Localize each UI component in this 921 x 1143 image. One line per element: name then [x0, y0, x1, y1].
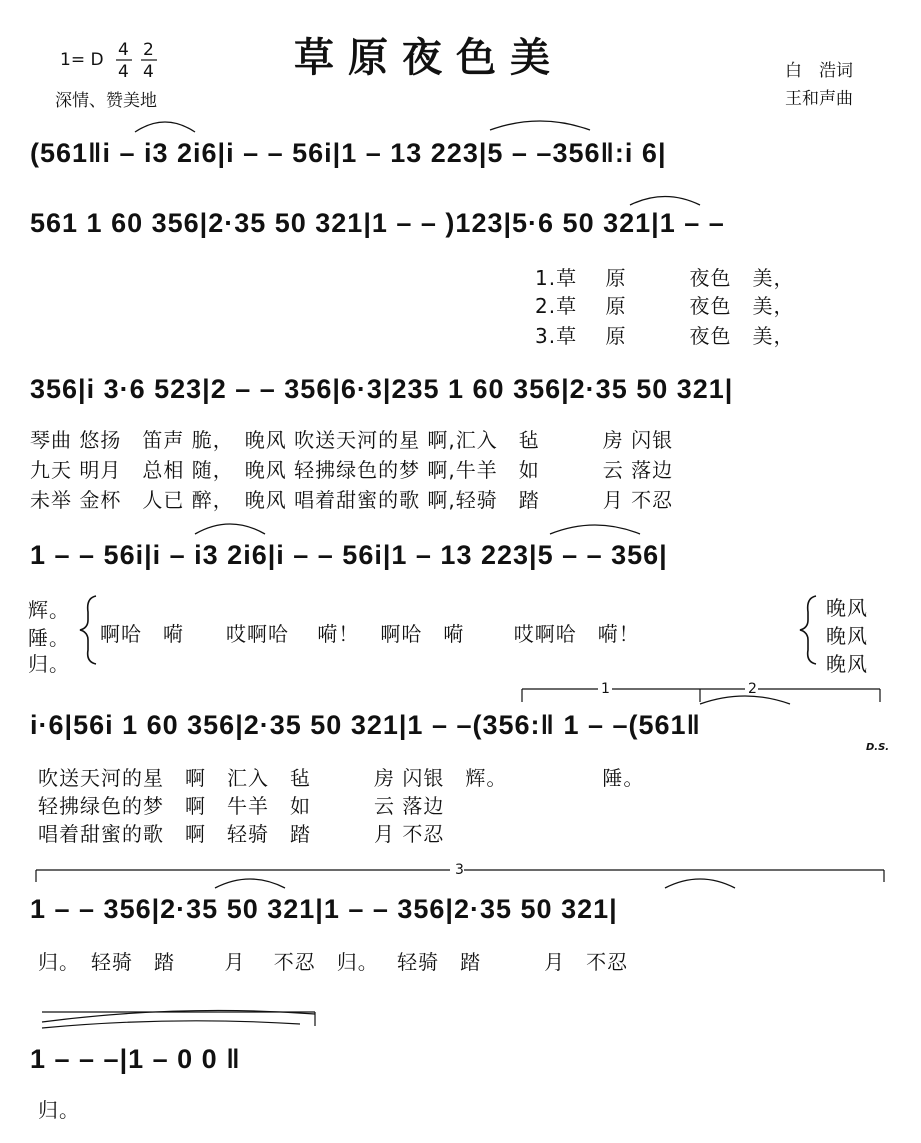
time-signature-2-top: 2: [143, 40, 154, 60]
score-row-1-notes: (561‖i – i3 2i6|i – – 56i|1 – 13 223|5 – –356‖:i 6|: [30, 138, 667, 168]
volta-3-number: 3: [455, 862, 464, 878]
tie: [42, 1021, 300, 1028]
slur: [630, 197, 700, 206]
slur: [700, 696, 790, 704]
row-7-lyrics: 归。: [38, 1098, 80, 1122]
time-signature-2-bottom: 4: [143, 62, 154, 82]
row-5-verse-3: 唱着甜蜜的歌 啊 轻骑 踏 月 不忍: [38, 822, 445, 846]
lyricist-credit: 白 浩词: [785, 61, 853, 81]
row-2-verse-1: 1.草 原 夜色 美，: [535, 266, 795, 290]
score-row-3-notes: 356|i 3·6 523|2 – – 356|6·3|235 1 60 356|2·35 50 321|: [30, 374, 734, 404]
time-signature-1-bottom: 4: [118, 62, 129, 82]
slur: [490, 121, 590, 130]
expression-marking: 深情、赞美地: [55, 91, 157, 111]
score-row-6-notes: 1 – – 356|2·35 50 321|1 – – 356|2·35 50 321|: [30, 894, 618, 924]
dal-segno-marking: D.S.: [866, 742, 890, 753]
row-3-verse-1: 琴曲 悠扬 笛声 脆， 晚风 吹送天河的星 啊,汇入 毡 房 闪银: [30, 428, 674, 452]
row-2-verse-3: 3.草 原 夜色 美，: [535, 324, 795, 348]
row-5-verse-1: 吹送天河的星 啊 汇入 毡 房 闪银 辉。 陲。: [38, 766, 645, 790]
time-signature-1-top: 4: [118, 40, 129, 60]
row-4-ending-3: 归。: [28, 652, 70, 676]
key-signature: 1= D: [60, 50, 104, 70]
slur: [195, 524, 265, 534]
left-brace: [80, 596, 96, 664]
row-3-verse-3: 未举 金杯 人已 醉， 晚风 唱着甜蜜的歌 啊,轻骑 踏 月 不忍: [30, 488, 674, 512]
row-4-wind-3: 晚风: [826, 652, 868, 676]
score-row-4-notes: 1 – – 56i|i – i3 2i6|i – – 56i|1 – 13 223|5 – – 356|: [30, 540, 668, 570]
row-4-ending-2: 陲。: [28, 626, 70, 650]
composer-credit: 王和声曲: [785, 89, 853, 109]
slur: [215, 879, 285, 888]
row-4-ending-1: 辉。: [28, 598, 70, 622]
row-6-lyrics: 归。 轻骑 踏 月 不忍 归。 轻骑 踏 月 不忍: [38, 950, 629, 974]
volta-1-number: 1: [601, 681, 610, 697]
score-row-7-notes: 1 – – –|1 – 0 0 ‖: [30, 1044, 241, 1074]
row-4-wind-2: 晚风: [826, 624, 868, 648]
row-4-chorus: 啊哈 嗬 哎啊哈 嗬！ 啊哈 嗬 哎啊哈 嗬！: [100, 622, 640, 646]
slur: [135, 122, 195, 132]
slur: [665, 879, 735, 888]
song-title: 草原夜色美: [294, 35, 564, 81]
score-row-2-notes: 561 1 60 356|2·35 50 321|1 – – )123|5·6 50 321|1 – –: [30, 208, 725, 238]
row-5-verse-2: 轻拂绿色的梦 啊 牛羊 如 云 落边: [38, 794, 445, 818]
right-brace: [800, 596, 816, 664]
volta-2-number: 2: [748, 681, 757, 697]
score-row-5-notes: i·6|56i 1 60 356|2·35 50 321|1 – –(356:‖ 1 – –(561‖: [30, 710, 701, 740]
slur: [550, 525, 640, 534]
row-2-verse-2: 2.草 原 夜色 美，: [535, 294, 795, 318]
row-4-wind-1: 晚风: [826, 596, 868, 620]
row-3-verse-2: 九天 明月 总相 随， 晚风 轻拂绿色的梦 啊,牛羊 如 云 落边: [30, 458, 674, 482]
